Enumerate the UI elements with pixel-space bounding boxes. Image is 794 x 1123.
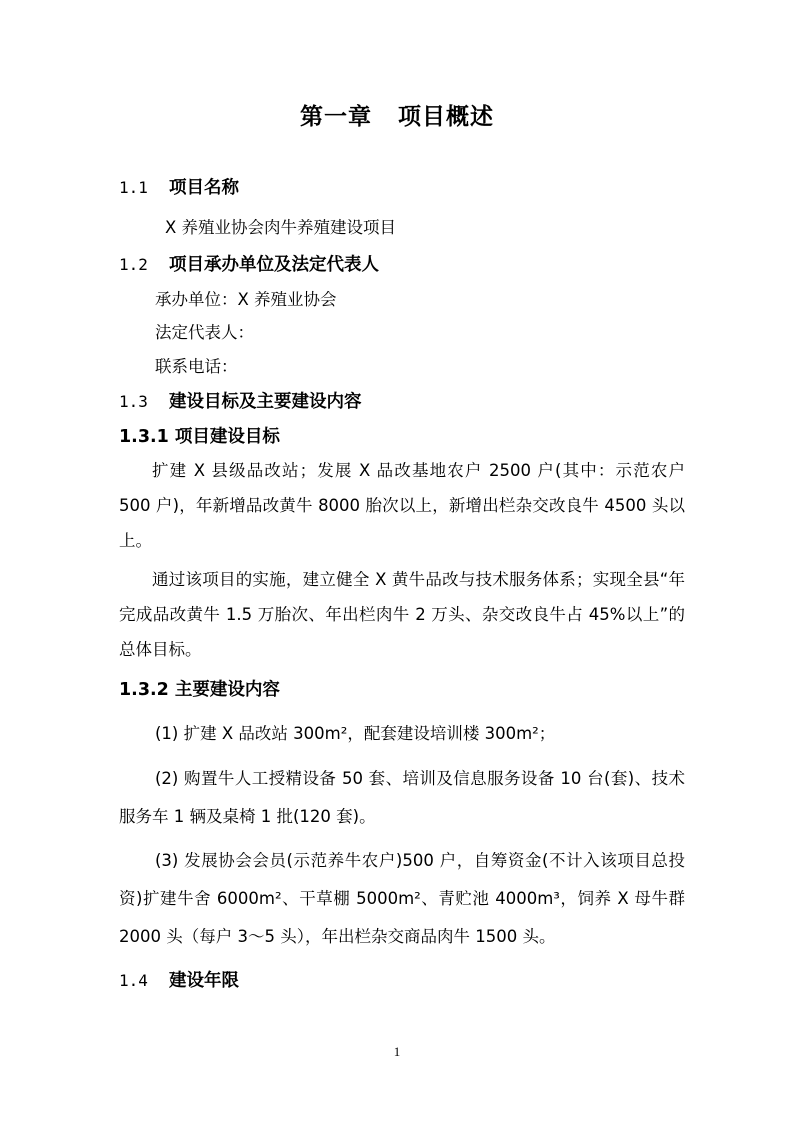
page-number: 1 [393,1044,401,1059]
legal-rep-text: 法定代表人： [155,323,254,342]
section-heading-1-2 [119,251,379,276]
contact-phone-text: 联系电话： [155,357,238,376]
section-number: 1.4 [119,971,148,990]
chapter-number: 第一章 [300,104,372,130]
section-heading-1-1 [119,174,239,199]
content-item-3: (3) 发展协会会员(示范养牛农户)500 户，自筹资金(不计入该项目总投资)扩建牛舍 6000m²、干草棚 5000m²、青贮池 4000m³，饲养 X 母牛群 2000 头（每户 3～5 头），年出栏杂交商品肉牛 1500 头。 [119,851,685,946]
goal-paragraph-1: 扩建 X 县级品改站；发展 X 品改基地农户 2500 户(其中：示范农户 500 户)，年新增品改黄牛 8000 胎次以上，新增出栏杂交改良牛 4500 头以上。 [119,461,685,550]
content-item-1: (1) 扩建 X 品改站 300m²，配套建设培训楼 300m²； [155,724,556,743]
chapter-name: 项目概述 [398,104,494,130]
project-name-text: X 养殖业协会肉牛养殖建设项目 [165,218,397,237]
section-title: 项目名称 [169,178,239,198]
section-title: 建设目标及主要建设内容 [169,392,362,412]
chapter-title [0,98,794,131]
section-title: 项目承办单位及法定代表人 [169,255,379,275]
section-title: 建设年限 [169,971,239,991]
subsection-heading-1-3-1: 1.3.1 项目建设目标 [119,427,280,447]
undertaker-text: 承办单位：X 养殖业协会 [155,290,337,309]
section-number: 1.2 [119,255,148,274]
goal-paragraph-2: 通过该项目的实施，建立健全 X 黄牛品改与技术服务体系；实现全县“年完成品改黄牛 1.5 万胎次、年出栏肉牛 2 万头、杂交改良牛占 45%以上”的总体目标。 [119,570,685,659]
content-item-2: (2) 购置牛人工授精设备 50 套、培训及信息服务设备 10 台(套)、技术服务车 1 辆及桌椅 1 批(120 套)。 [119,769,685,826]
section-number: 1.3 [119,392,148,411]
section-heading-1-4 [119,967,239,992]
subsection-heading-1-3-2: 1.3.2 主要建设内容 [119,680,280,700]
section-number: 1.1 [119,178,148,197]
section-heading-1-3 [119,388,362,413]
